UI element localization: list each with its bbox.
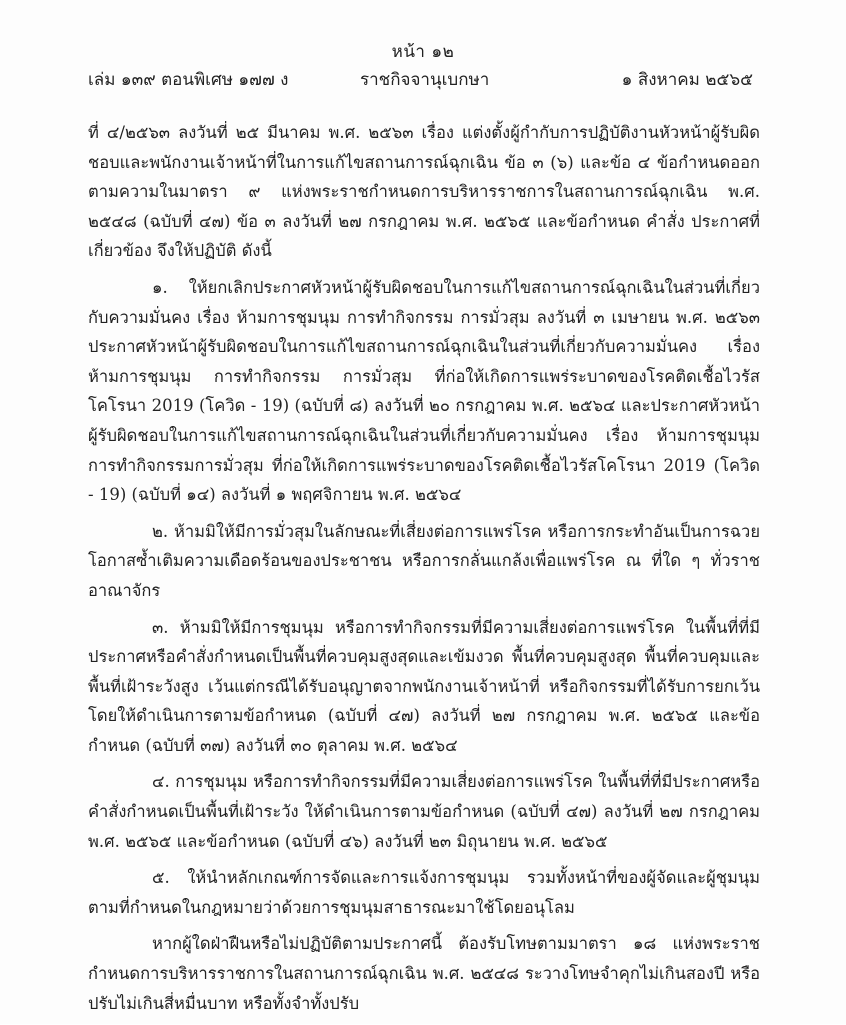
issue-info: เล่ม ๑๓๙ ตอนพิเศษ ๑๗๗ ง	[88, 70, 289, 90]
publication-date: ๑ สิงหาคม ๒๕๖๕	[621, 70, 753, 90]
paragraph-item-5: ๕. ให้นำหลักเกณฑ์การจัดและการแจ้งการชุมนุม รวมทั้งหน้าที่ของผู้จัดและผู้ชุมนุมตามที่กำหนดในกฎหมายว่าด้วยการชุมนุมสาธารณะมาใช้โดยอนุโลม	[88, 868, 760, 917]
document-body	[88, 118, 760, 1025]
gazette-name: ราชกิจจานุเบกษา	[360, 70, 490, 90]
page-number: หน้า ๑๒	[391, 42, 455, 62]
paragraph-item-2: ๒. ห้ามมิให้มีการมั่วสุมในลักษณะที่เสี่ยงต่อการแพร่โรค หรือการกระทำอันเป็นการฉวยโอกาสซ้ำเติมความเดือดร้อนของประชาชน หรือการกลั่นแกล้งเพื่อแพร่โรค ณ ที่ใด ๆ ทั่วราชอาณาจักร	[88, 521, 760, 600]
paragraph-item-3: ๓. ห้ามมิให้มีการชุมนุม หรือการทำกิจกรรมที่มีความเสี่ยงต่อการแพร่โรค ในพื้นที่ที่มีประกาศหรือคำสั่งกำหนดเป็นพื้นที่ควบคุมสูงสุดและเข้มงวด พื้นที่ควบคุมสูงสุด พื้นที่ควบคุมและพื้นที่เฝ้าระวังสูง เว้นแต่กรณีได้รับอนุญาตจากพนักงานเจ้าหน้าที่ หรือกิจกรรมที่ได้รับการยกเว้นโดยให้ดำเนินการตามข้อกำหนด (ฉบับที่ ๔๗) ลงวันที่ ๒๗ กรกฎาคม พ.ศ. ๒๕๖๕ และข้อกำหนด (ฉบับที่ ๓๗) ลงวันที่ ๓๐ ตุลาคม พ.ศ. ๒๕๖๔	[88, 617, 760, 755]
paragraph-intro: ที่ ๔/๒๕๖๓ ลงวันที่ ๒๕ มีนาคม พ.ศ. ๒๕๖๓ เรื่อง แต่งตั้งผู้กำกับการปฏิบัติงานหัวหน้าผู้รับผิดชอบและพนักงานเจ้าหน้าที่ในการแก้ไขสถานการณ์ฉุกเฉิน ข้อ ๓ (๖) และข้อ ๔ ข้อกำหนดออกตามความในมาตรา ๙ แห่งพระราชกำหนดการบริหารราชการในสถานการณ์ฉุกเฉิน พ.ศ. ๒๕๔๘ (ฉบับที่ ๔๗) ข้อ ๓ ลงวันที่ ๒๗ กรกฎาคม พ.ศ. ๒๕๖๕ และข้อกำหนด คำสั่ง ประกาศที่เกี่ยวข้อง จึงให้ปฏิบัติ ดังนี้	[88, 123, 760, 261]
gazette-header	[88, 66, 753, 88]
paragraph-item-4: ๔. การชุมนุม หรือการทำกิจกรรมที่มีความเสี่ยงต่อการแพร่โรค ในพื้นที่ที่มีประกาศหรือคำสั่งกำหนดเป็นพื้นที่เฝ้าระวัง ให้ดำเนินการตามข้อกำหนด (ฉบับที่ ๔๗) ลงวันที่ ๒๗ กรกฎาคม พ.ศ. ๒๕๖๕ และข้อกำหนด (ฉบับที่ ๔๖) ลงวันที่ ๒๓ มิถุนายน พ.ศ. ๒๕๖๕	[88, 772, 760, 851]
paragraph-penalty: หากผู้ใดฝ่าฝืนหรือไม่ปฏิบัติตามประกาศนี้ ต้องรับโทษตามมาตรา ๑๘ แห่งพระราชกำหนดการบริหารราชการในสถานการณ์ฉุกเฉิน พ.ศ. ๒๕๔๘ ระวางโทษจำคุกไม่เกินสองปี หรือปรับไม่เกินสี่หมื่นบาท หรือทั้งจำทั้งปรับ	[88, 934, 760, 1013]
paragraph-item-1: ๑. ให้ยกเลิกประกาศหัวหน้าผู้รับผิดชอบในการแก้ไขสถานการณ์ฉุกเฉินในส่วนที่เกี่ยวกับความมั่นคง เรื่อง ห้ามการชุมนุม การทำกิจกรรม การมั่วสุม ลงวันที่ ๓ เมษายน พ.ศ. ๒๕๖๓ ประกาศหัวหน้าผู้รับผิดชอบในการแก้ไขสถานการณ์ฉุกเฉินในส่วนที่เกี่ยวกับความมั่นคง เรื่อง ห้ามการชุมนุม การทำกิจกรรม การมั่วสุม ที่ก่อให้เกิดการแพร่ระบาดของโรคติดเชื้อไวรัสโคโรนา 2019 (โควิด - 19) (ฉบับที่ ๘) ลงวันที่ ๒๐ กรกฎาคม พ.ศ. ๒๕๖๔ และประกาศหัวหน้าผู้รับผิดชอบในการแก้ไขสถานการณ์ฉุกเฉินในส่วนที่เกี่ยวกับความมั่นคง เรื่อง ห้ามการชุมนุม การทำกิจกรรมการมั่วสุม ที่ก่อให้เกิดการแพร่ระบาดของโรคติดเชื้อไวรัสโคโรนา 2019 (โควิด - 19) (ฉบับที่ ๑๔) ลงวันที่ ๑ พฤศจิกายน พ.ศ. ๒๕๖๔	[88, 277, 760, 505]
